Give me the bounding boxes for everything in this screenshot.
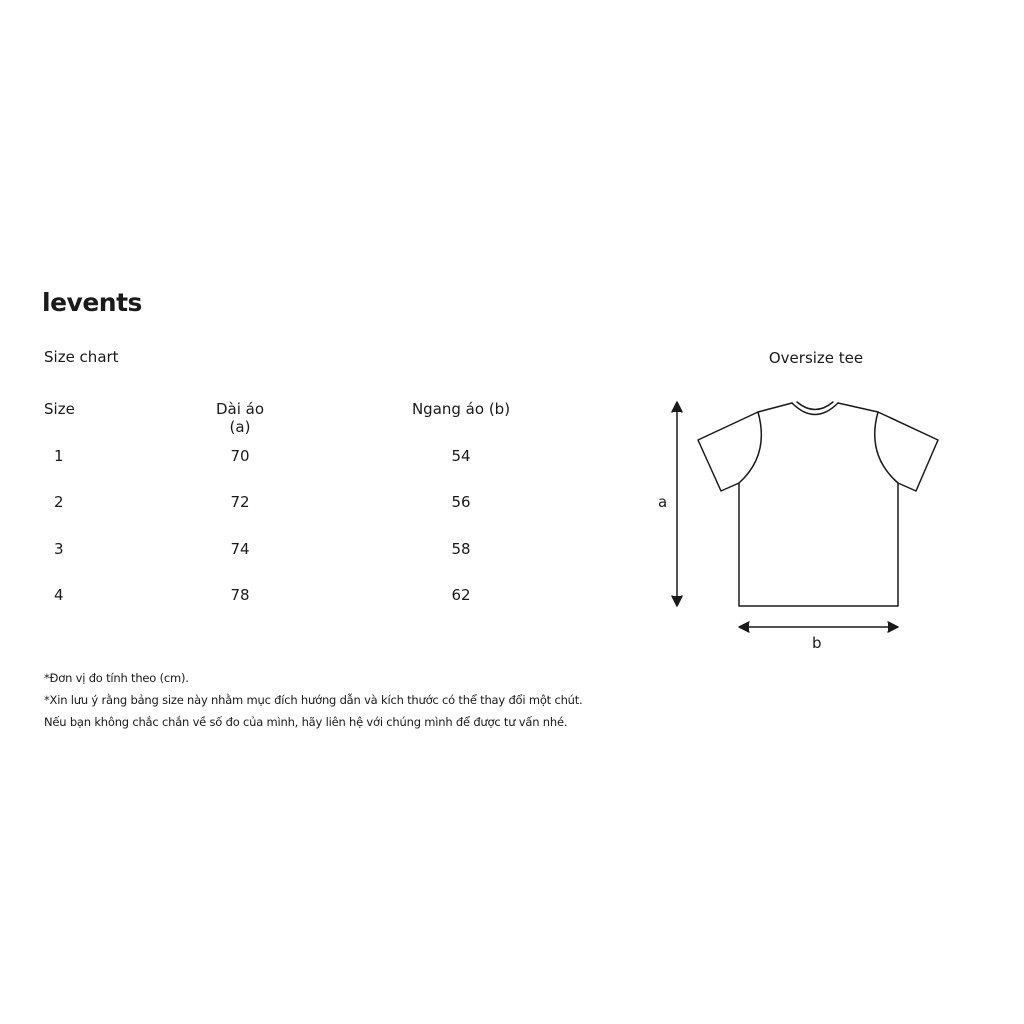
table-row bbox=[44, 447, 564, 494]
table-row bbox=[44, 493, 564, 540]
header-size: Size bbox=[44, 400, 75, 418]
note-contact: Nếu bạn không chắc chắn về số đo của mình, hãy liên hệ với chúng mình để được tư vấn nhé. bbox=[44, 715, 568, 729]
header-length: Dài áo (a) bbox=[215, 400, 265, 436]
cell-size: 2 bbox=[54, 493, 64, 511]
cell-size: 3 bbox=[54, 539, 64, 558]
table-row bbox=[44, 586, 564, 633]
cell-length: 78 bbox=[230, 586, 250, 604]
cell-size: 4 bbox=[54, 586, 64, 604]
note-unit: *Đơn vị đo tính theo (cm). bbox=[44, 671, 189, 685]
dimension-label-a: a bbox=[658, 493, 668, 511]
cell-width: 62 bbox=[451, 586, 471, 604]
brand-logo: levents bbox=[42, 288, 142, 317]
cell-length: 70 bbox=[230, 446, 250, 465]
cell-width: 54 bbox=[451, 446, 471, 465]
cell-length: 74 bbox=[230, 539, 250, 558]
note-disclaimer: *Xin lưu ý rằng bảng size này nhằm mục đích hướng dẫn và kích thước có thể thay đổi một chút. bbox=[44, 693, 583, 707]
table-header-row bbox=[44, 400, 564, 447]
cell-size: 1 bbox=[54, 446, 64, 465]
size-table bbox=[44, 400, 564, 633]
table-row bbox=[44, 540, 564, 587]
cell-length: 72 bbox=[230, 493, 250, 511]
dimension-label-b: b bbox=[812, 634, 822, 652]
cell-width: 56 bbox=[451, 493, 471, 511]
cell-width: 58 bbox=[451, 539, 471, 558]
size-notes bbox=[44, 667, 583, 733]
t-shirt-outline-icon bbox=[640, 390, 960, 660]
chart-title: Size chart bbox=[44, 348, 119, 366]
header-width: Ngang áo (b) bbox=[411, 400, 511, 418]
diagram-title: Oversize tee bbox=[768, 349, 864, 367]
